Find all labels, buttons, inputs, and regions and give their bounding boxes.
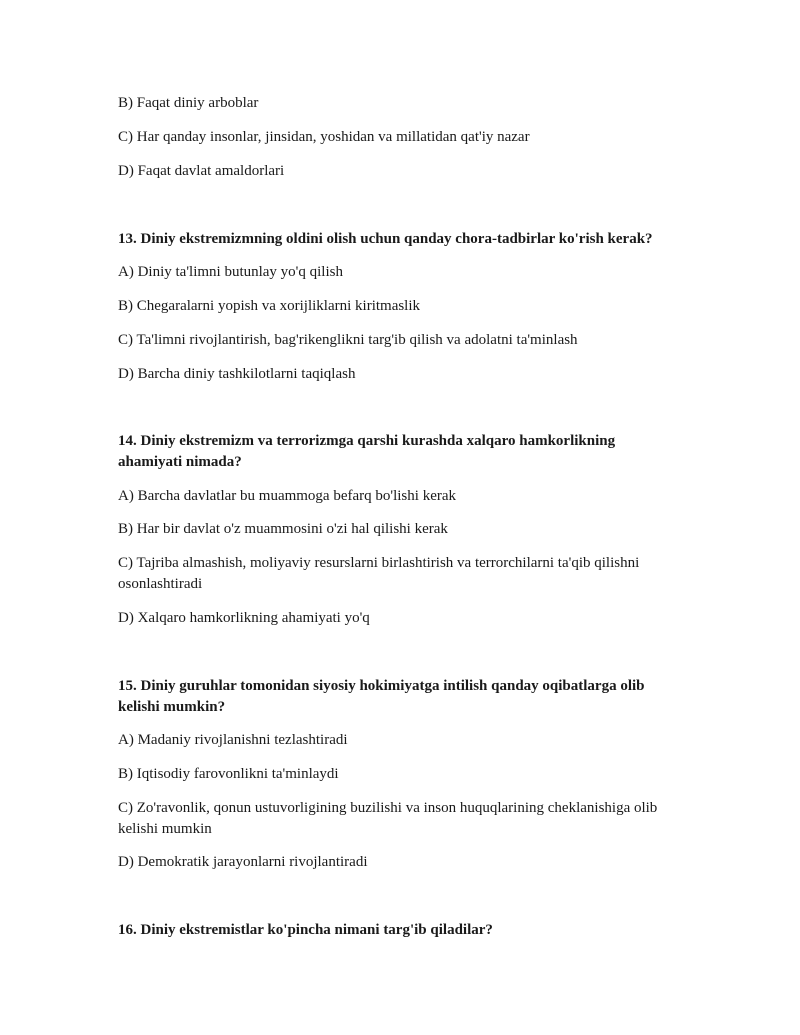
q13-option-a: A) Diniy ta'limni butunlay yo'q qilish	[118, 264, 343, 280]
q15-option-c-line2: kelishi mumkin	[118, 821, 212, 837]
q14-option-c-line1: C) Tajriba almashish, moliyaviy resurslarni birlashtirish va terrorchilarni ta'qib qilishni	[118, 555, 640, 571]
q12-option-c: C) Har qanday insonlar, jinsidan, yoshidan va millatidan qat'iy nazar	[118, 129, 530, 145]
q12-option-b: B) Faqat diniy arboblar	[118, 95, 259, 111]
q13-option-b: B) Chegaralarni yopish va xorijliklarni kiritmaslik	[118, 298, 421, 314]
q14-question-line2: ahamiyati nimada?	[118, 454, 242, 470]
q14-option-d: D) Xalqaro hamkorlikning ahamiyati yo'q	[118, 610, 370, 626]
q16-question: 16. Diniy ekstremistlar ko'pincha nimani targ'ib qiladilar?	[118, 922, 493, 938]
q15-option-a: A) Madaniy rivojlanishni tezlashtiradi	[118, 732, 348, 748]
q14-option-b: B) Har bir davlat o'z muammosini o'zi hal qilishi kerak	[118, 521, 448, 537]
q15-question-line1: 15. Diniy guruhlar tomonidan siyosiy hokimiyatga intilish qanday oqibatlarga olib	[118, 678, 645, 694]
q14-question-line1: 14. Diniy ekstremizm va terrorizmga qarshi kurashda xalqaro hamkorlikning	[118, 433, 616, 449]
q12-option-d: D) Faqat davlat amaldorlari	[118, 163, 285, 179]
q13-option-c: C) Ta'limni rivojlantirish, bag'rikenglikni targ'ib qilish va adolatni ta'minlash	[118, 332, 578, 348]
q15-option-b: B) Iqtisodiy farovonlikni ta'minlaydi	[118, 766, 339, 782]
q15-option-d: D) Demokratik jarayonlarni rivojlantiradi	[118, 854, 368, 870]
q15-option-c-line1: C) Zo'ravonlik, qonun ustuvorligining buzilishi va inson huquqlarining cheklanishiga olib	[118, 800, 658, 816]
q14-option-c-line2: osonlashtiradi	[118, 576, 203, 592]
q14-option-a: A) Barcha davlatlar bu muammoga befarq bo'lishi kerak	[118, 488, 456, 504]
q15-question-line2: kelishi mumkin?	[118, 699, 226, 715]
q13-option-d: D) Barcha diniy tashkilotlarni taqiqlash	[118, 366, 356, 382]
q13-question: 13. Diniy ekstremizmning oldini olish uchun qanday chora-tadbirlar ko'rish kerak?	[118, 231, 653, 247]
